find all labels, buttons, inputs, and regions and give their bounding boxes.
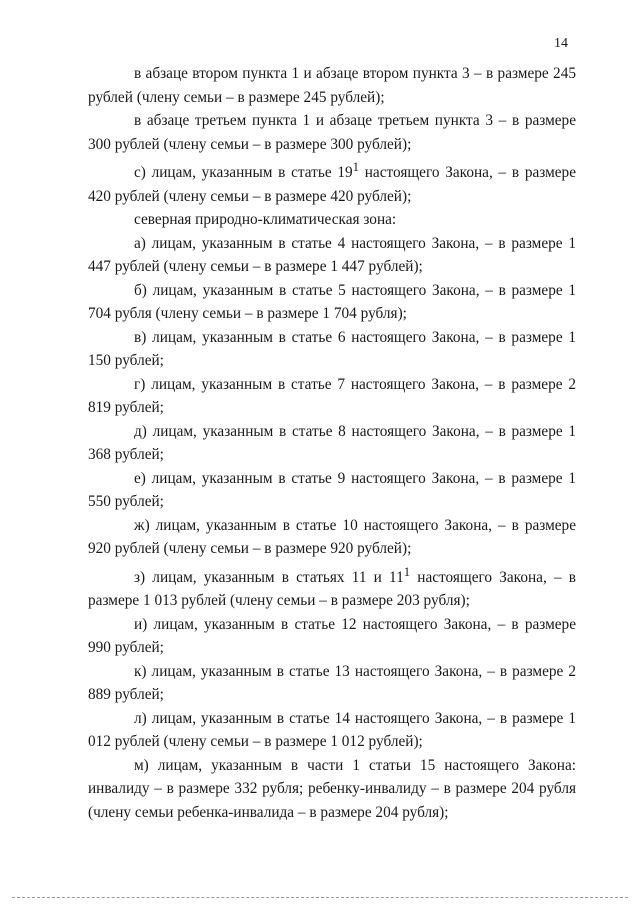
paragraph-16 bbox=[88, 754, 576, 825]
paragraph-15 bbox=[88, 707, 576, 754]
paragraph-text: а) лицам, указанным в статье 4 настоящего Закона, – в размере 1 447 рублей (члену семьи – в размере 1 447 рублей); bbox=[88, 234, 576, 276]
paragraph-text: с) лицам, указанным в статье 19 bbox=[134, 164, 353, 182]
paragraph-text: ж) лицам, указанным в статье 10 настоящего Закона, – в размере 920 рублей (члену семьи – в размере 920 рублей); bbox=[88, 516, 576, 558]
paragraph-text: настоящего Закона, – в размере 420 рублей (члену семьи – в размере 420 рублей); bbox=[88, 164, 576, 205]
paragraph-text: б) лицам, указанным в статье 5 настоящего Закона, – в размере 1 704 рубля (члену семьи – в размере 1 704 рубля); bbox=[88, 281, 576, 323]
paragraph-5 bbox=[88, 232, 576, 279]
paragraph-text: л) лицам, указанным в статье 14 настоящего Закона, – в размере 1 012 рублей (члену семьи – в размере 1 012 рублей); bbox=[88, 709, 576, 751]
paragraph-4 bbox=[88, 208, 576, 232]
document-body bbox=[88, 62, 576, 824]
paragraph-10 bbox=[88, 467, 576, 514]
superscript: 1 bbox=[403, 564, 411, 579]
page-bottom-divider bbox=[12, 897, 628, 898]
page-number: 14 bbox=[554, 36, 568, 51]
paragraph-11 bbox=[88, 514, 576, 561]
paragraph-9 bbox=[88, 420, 576, 467]
paragraph-6 bbox=[88, 279, 576, 326]
paragraph-text: д) лицам, указанным в статье 8 настоящего Закона, – в размере 1 368 рублей; bbox=[88, 422, 576, 464]
paragraph-1 bbox=[88, 62, 576, 109]
paragraph-text: настоящего Закона, – в размере 1 013 рублей (члену семьи – в размере 203 рубля); bbox=[88, 568, 576, 610]
paragraph-text: в абзаце третьем пункта 1 и абзаце третьем пункта 3 – в размере 300 рублей (члену семьи – в размере 300 рублей); bbox=[88, 112, 576, 153]
paragraph-text: в абзаце втором пункта 1 и абзаце втором пункта 3 – в размере 245 рублей (члену семьи – в размере 245 рублей); bbox=[88, 65, 576, 106]
superscript: 1 bbox=[352, 160, 360, 174]
paragraph-text: з) лицам, указанным в статьях 11 и 11 bbox=[134, 568, 404, 586]
paragraph-text: г) лицам, указанным в статье 7 настоящего Закона, – в размере 2 819 рублей; bbox=[88, 375, 576, 417]
paragraph-text: е) лицам, указанным в статье 9 настоящего Закона, – в размере 1 550 рублей; bbox=[88, 469, 576, 511]
paragraph-text: м) лицам, указанным в части 1 статьи 15 настоящего Закона: инвалиду – в размере 332 рубля; ребенку-инвалиду – в размере 204 рубля (члену семьи ребенка-инвалида – в размере 204 рубля); bbox=[88, 756, 576, 821]
paragraph-13 bbox=[88, 613, 576, 660]
paragraph-text: и) лицам, указанным в статье 12 настоящего Закона, – в размере 990 рублей; bbox=[88, 615, 576, 657]
paragraph-text: к) лицам, указанным в статье 13 настоящего Закона, – в размере 2 889 рублей; bbox=[88, 662, 576, 704]
paragraph-text: северная природно-климатическая зона: bbox=[134, 211, 397, 229]
paragraph-7 bbox=[88, 326, 576, 373]
paragraph-3 bbox=[88, 156, 576, 208]
paragraph-2 bbox=[88, 109, 576, 156]
paragraph-text: в) лицам, указанным в статье 6 настоящего Закона, – в размере 1 150 рублей; bbox=[88, 328, 576, 370]
paragraph-8 bbox=[88, 373, 576, 420]
paragraph-14 bbox=[88, 660, 576, 707]
paragraph-12 bbox=[88, 561, 576, 613]
